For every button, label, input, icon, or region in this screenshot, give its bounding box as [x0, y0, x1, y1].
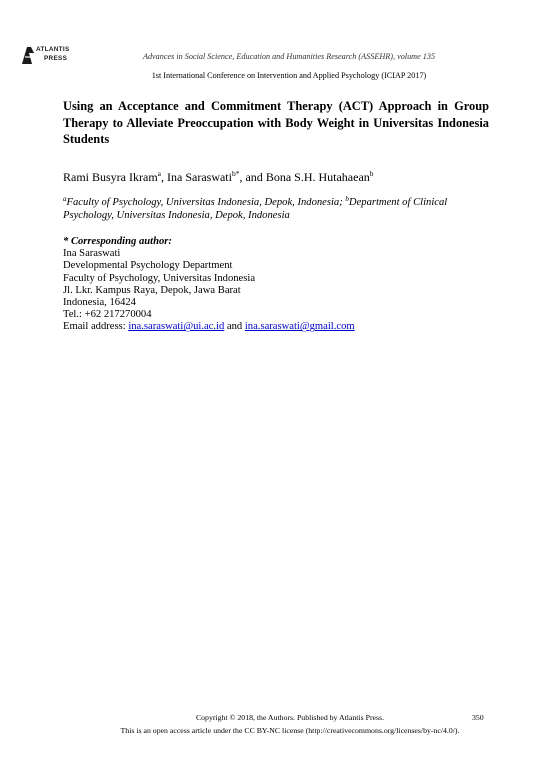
page-footer [0, 711, 550, 737]
logo-line-2: PRESS [44, 55, 68, 62]
journal-header: Advances in Social Science, Education and Humanities Research (ASSEHR), volume 135 [142, 52, 436, 61]
email-link-1[interactable]: ina.saraswati@ui.ac.id [128, 321, 225, 333]
corresponding-line: Jl. Lkr. Kampus Raya, Depok, Jawa Barat [63, 284, 241, 296]
paper-title: Using an Acceptance and Commitment Therapy (ACT) Approach in Group Therapy to Alleviate Preoccupation with Body Weight in Universitas Indonesia Students [63, 99, 489, 146]
corresponding-line: Ina Saraswati [63, 248, 121, 260]
corresponding-author-block [63, 236, 355, 334]
email-join: and [224, 321, 245, 333]
corresponding-line: Faculty of Psychology, Universitas Indonesia [63, 272, 256, 284]
license-notice: This is an open access article under the CC BY-NC license (http://creativecommons.org/licenses/by-nc/4.0/). [120, 726, 460, 735]
affiliation-mark: a [63, 195, 67, 203]
email-line [63, 321, 355, 333]
affiliation-text: Faculty of Psychology, Universitas Indonesia, Depok, Indonesia; [66, 197, 346, 208]
author-name: Ina Saraswati [167, 170, 232, 184]
author-list [63, 170, 374, 184]
email-label: Email address: [63, 321, 129, 333]
corresponding-line: Developmental Psychology Department [63, 260, 233, 272]
copyright-notice: Copyright © 2018, the Authors. Published by Atlantis Press. [195, 713, 385, 722]
author-affiliation-mark: a [157, 169, 161, 178]
author-separator: , [161, 170, 167, 184]
author-affiliation-mark: b* [231, 169, 240, 178]
conference-header: 1st International Conference on Intervention and Applied Psychology (ICIAP 2017) [151, 71, 427, 80]
affiliation-mark: b [345, 195, 349, 203]
corresponding-line: Tel.: +62 217270004 [63, 309, 152, 321]
author-name: Bona S.H. Hutahaean [265, 170, 370, 184]
email-link-2[interactable]: ina.saraswati@gmail.com [244, 321, 355, 333]
author-separator: , and [239, 170, 266, 184]
author-affiliation-mark: b [369, 169, 374, 178]
corresponding-author-heading: * Corresponding author: [63, 236, 172, 247]
corresponding-line: Indonesia, 16424 [63, 297, 136, 309]
page-number: 350 [472, 713, 484, 722]
author-name: Rami Busyra Ikram [63, 170, 158, 184]
logo-line-1: ATLANTIS [36, 46, 70, 53]
affiliations [63, 196, 473, 223]
affiliation-text: Department of Clinical Psychology, Universitas Indonesia, Depok, Indonesia [63, 197, 448, 222]
